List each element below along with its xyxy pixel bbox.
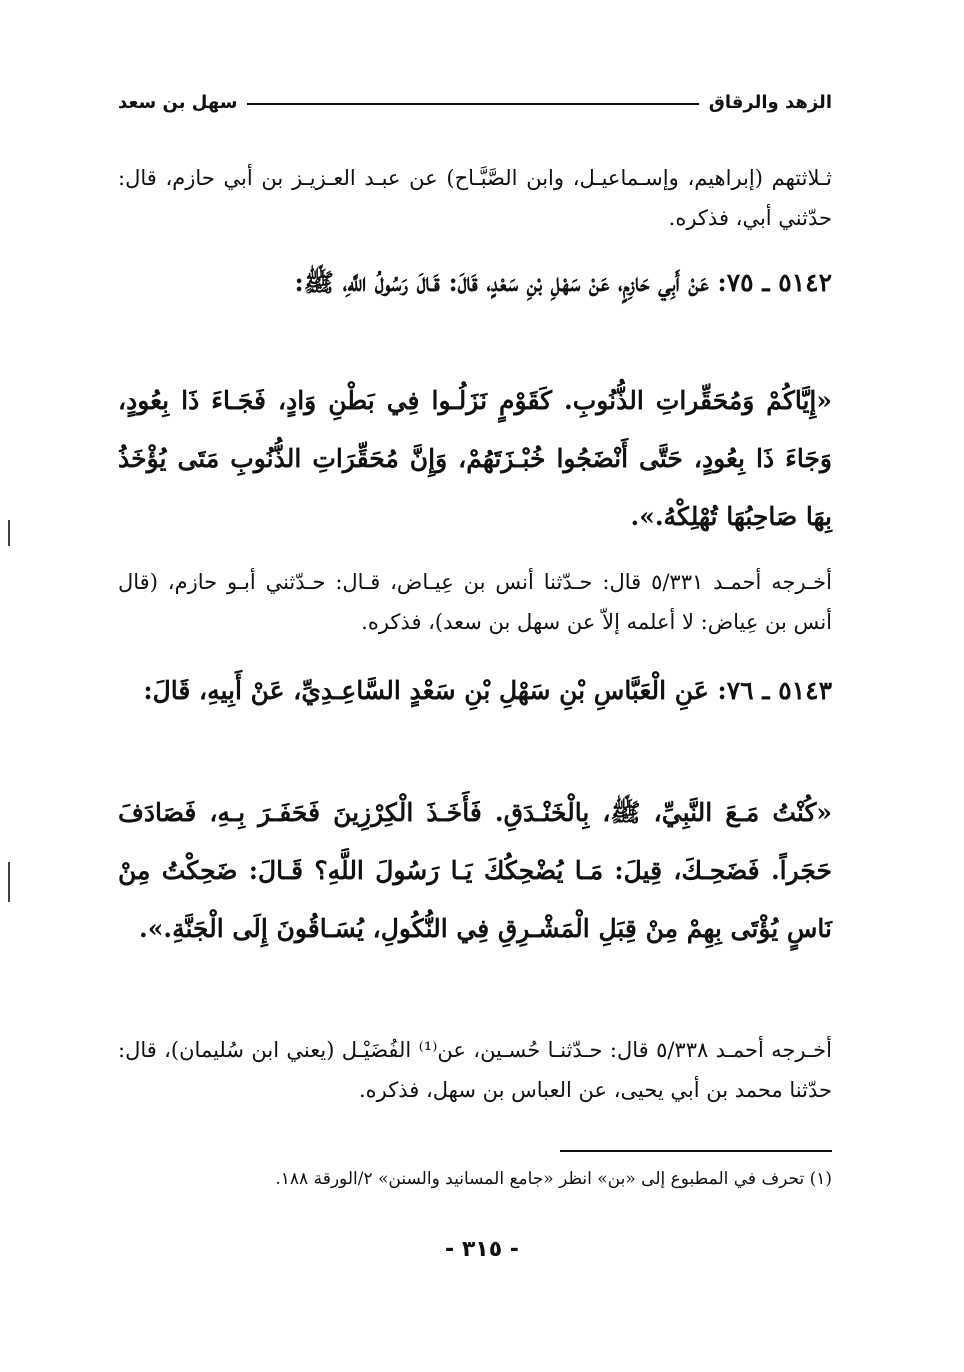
footnote-rule (560, 1150, 832, 1152)
section-title: سهل بن سعد (118, 91, 238, 113)
takhrij-paragraph-5142: أخـرجه أحمـد ٥/٣٣١ قال: حـدّثنا أنس بن عِيـاض، قـال: حـدّثني أبـو حازم، (قال أنس بن عِياض: لا أعلمه إلاّ عن سهل بن سعد)، فذكره. (118, 570, 833, 634)
left-margin-mark (8, 862, 10, 902)
hadith-heading-5143: ٥١٤٣ ـ ٧٦: عَنِ الْعَبَّاسِ بْنِ سَهْلِ بْنِ سَعْدٍ السَّاعِـدِيِّ، عَنْ أَبِيهِ، قَالَ: (143, 676, 832, 705)
narration-paragraph: ثـلاثتهم (إبراهيم، وإسـماعيـل، وابن الصَّبَّـاح) عن عبـد العـزيـز بن أبي حازم، قال: حدّثني أبي، فذكره. (118, 166, 832, 230)
book-title: الزهد والرقاق (708, 91, 832, 113)
header-rule (247, 103, 698, 105)
takhrij-paragraph-5143: أخـرجه أحمـد ٥/٣٣٨ قال: حـدّثنـا حُسـين، عن⁽¹⁾ الفُضَيْـل (يعني ابن سُليمان)، قال: حدّثنا محمد بن أبي يحيى، عن العباس بن سهل، فذكره. (118, 1038, 832, 1102)
hadith-text-5142: «إِيَّاكُمْ وَمُحَقِّراتِ الذُّنُوبِ. كَقَوْمٍ نَزَلُـوا فِي بَطْنِ وَادٍ، فَجَـاءَ ذَا بِعُودٍ، وَجَاءَ ذَا بِعُودٍ، حَتَّى أَنْضَجُوا خُبْـزَتَهُمْ، وَإِنَّ مُحَقِّرَاتِ الذُّنُوبِ مَتَى يُؤْخَذُ بِهَا صَاحِبُهَا تُهْلِكْهُ.». (118, 386, 832, 531)
page-number: - ٣١٥ - (445, 1237, 519, 1262)
left-margin-mark (8, 520, 10, 546)
running-header (118, 84, 832, 120)
hadith-heading-5142: ٥١٤٢ ـ ٧٥: عَنْ أَبِي حَازِمٍ، عَنْ سَهْلِ بْنِ سَعْدٍ، قَالَ: قَـالَ رَسُولُ اللَّهِ، ﷺ: (294, 268, 832, 297)
hadith-text-5143: «كُنْتُ مَـعَ النَّبِيِّ، ﷺ، بِالْخَنْـدَقِ. فَأَخَـذَ الْكِرْزِينَ فَحَفَـرَ بِـهِ، فَصَادَفَ حَجَراً. فَضَحِـكَ، قِيلَ: مَـا يُضْحِكُكَ يَـا رَسُولَ اللَّهِ؟ قَـالَ: ضَحِكْتُ مِنْ نَاسٍ يُؤْتَى بِهِمْ مِنْ قِبَلِ الْمَشْـرِقِ فِي النُّكُولِ، يُسَـاقُونَ إِلَى الْجَنَّةِ.». (118, 798, 832, 943)
footnote: (١) تحرف في المطبوع إلى «بن» انظر «جامع المسانيد والسنن» ٢/الورقة ١٨٨. (275, 1169, 832, 1189)
